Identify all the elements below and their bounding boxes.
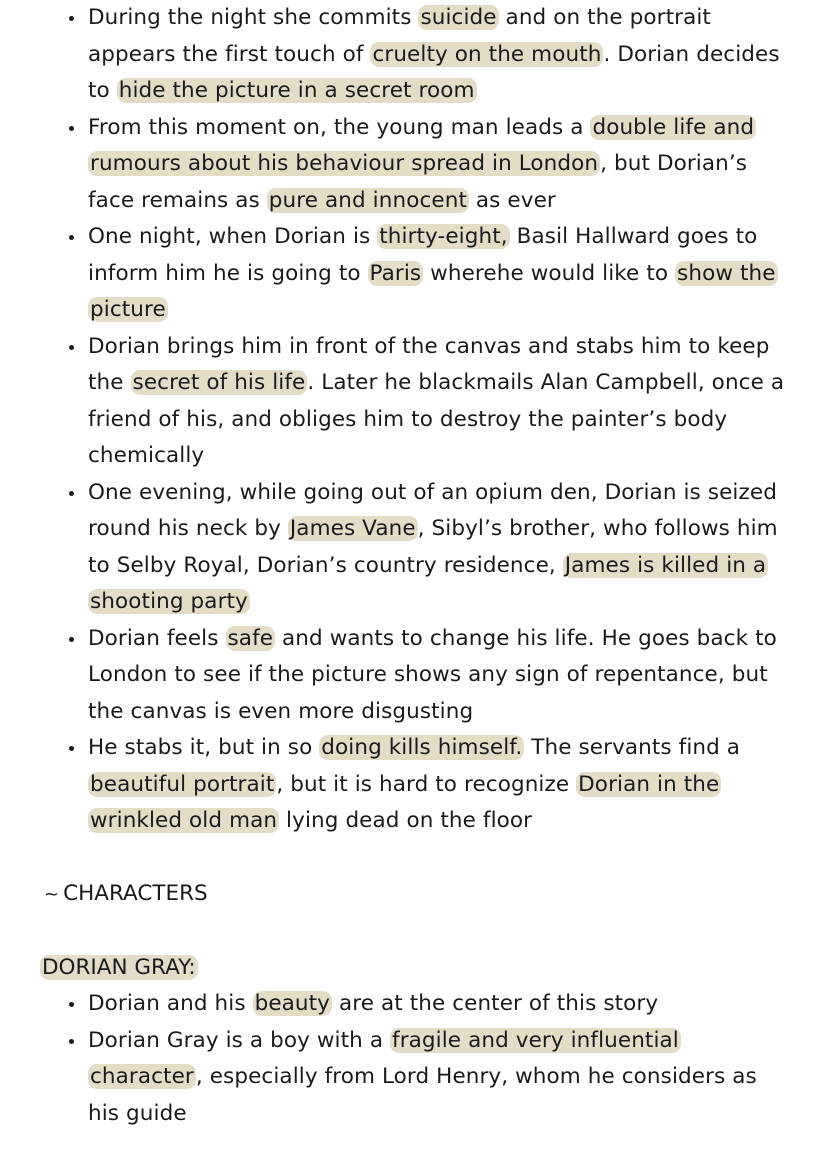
bullet-text: One evening, while going out of an opium den, Dorian is seized round his neck by: [88, 479, 777, 541]
highlighted-text: thirty-eight,: [379, 224, 508, 249]
bullet-text: Basil Hallward goes to inform him he is going to: [88, 224, 758, 286]
highlighted-text: Dorian in the wrinkled old man: [90, 771, 720, 833]
dorian-bullet-list: [0, 986, 828, 1132]
bullet-dot-icon: [69, 1039, 74, 1044]
bullet-text: and wants to change his life. He goes back to London to see if the picture shows any sign of repentance, but the canvas is even more disgusting: [88, 625, 777, 724]
bullet-item: [0, 1023, 828, 1133]
dorian-gray-heading-label: DORIAN GRAY:: [42, 955, 196, 980]
bullet-text: are at the center of this story: [332, 991, 659, 1016]
bullet-text: One night, when Dorian is: [88, 224, 378, 249]
highlighted-text: beautiful portrait: [90, 771, 275, 797]
highlighted-text: doing kills himself.: [321, 735, 523, 760]
highlighted-text: pure and innocent: [268, 187, 467, 213]
characters-heading: [44, 878, 208, 911]
bullet-item: [0, 329, 828, 475]
bullet-item: [0, 475, 828, 621]
bullet-text: Dorian brings him in front of the canvas and stabs him to keep the: [88, 333, 770, 395]
highlighted-text: show the picture: [90, 260, 776, 322]
bullet-dot-icon: [69, 16, 74, 21]
bullet-text: The servants find a: [524, 735, 741, 760]
bullet-text: He stabs it, but in so: [88, 735, 320, 760]
highlighted-text: secret of his life: [132, 370, 306, 395]
highlighted-text: hide the picture in a secret room: [118, 78, 475, 103]
highlighted-text: beauty: [254, 991, 331, 1016]
highlighted-text: Paris: [369, 260, 422, 286]
bullet-text: , but Dorian’s face remains as: [88, 151, 748, 213]
bullet-item: [0, 219, 828, 329]
bullet-dot-icon: [69, 746, 74, 751]
bullet-dot-icon: [69, 345, 74, 350]
bullet-text: lying dead on the floor: [279, 808, 533, 833]
bullet-text: . Later he blackmails Alan Campbell, once a friend of his, and obliges him to destroy the painter’s body chemically: [88, 370, 785, 468]
tilde-icon: ~: [44, 884, 60, 905]
bullet-text: wherehe would like to: [423, 260, 676, 286]
bullet-item: [0, 0, 828, 110]
dorian-gray-heading: [40, 952, 198, 984]
highlighted-text: suicide: [420, 5, 497, 30]
bullet-text: Dorian feels: [88, 625, 226, 651]
highlighted-text: fragile and very influential character: [90, 1027, 679, 1089]
bullet-text: Dorian and his: [88, 991, 253, 1016]
bullet-text: , Sibyl’s brother, who follows him to Selby Royal, Dorian’s country residence,: [88, 516, 778, 578]
highlighted-text: double life and rumours about his behaviour spread in London: [90, 114, 755, 176]
bullet-text: and on the portrait appears the first touch of: [88, 5, 711, 67]
highlighted-text: James Vane: [289, 516, 416, 541]
bullet-item: [0, 110, 828, 220]
bullet-text: Dorian Gray is a boy with a: [88, 1027, 391, 1053]
bullet-dot-icon: [69, 235, 74, 240]
bullet-dot-icon: [69, 1002, 74, 1007]
bullet-text: During the night she commits: [88, 5, 419, 30]
bullet-text: From this moment on, the young man leads a: [88, 114, 591, 140]
bullet-text: , especially from Lord Henry, whom he considers as his guide: [88, 1064, 757, 1126]
bullet-dot-icon: [69, 637, 74, 642]
bullet-text: as ever: [468, 187, 556, 213]
characters-heading-label: CHARACTERS: [63, 881, 208, 906]
bullet-dot-icon: [69, 491, 74, 496]
bullet-text: . Dorian decides to: [88, 41, 780, 103]
bullet-dot-icon: [69, 126, 74, 131]
highlighted-text: James is killed in a shooting party: [90, 552, 767, 614]
bullet-item: [0, 986, 828, 1023]
bullet-item: [0, 621, 828, 731]
highlighted-text: safe: [227, 625, 274, 651]
bullet-text: , but it is hard to recognize: [276, 771, 577, 797]
bullet-item: [0, 730, 828, 840]
highlighted-text: cruelty on the mouth: [372, 41, 602, 67]
